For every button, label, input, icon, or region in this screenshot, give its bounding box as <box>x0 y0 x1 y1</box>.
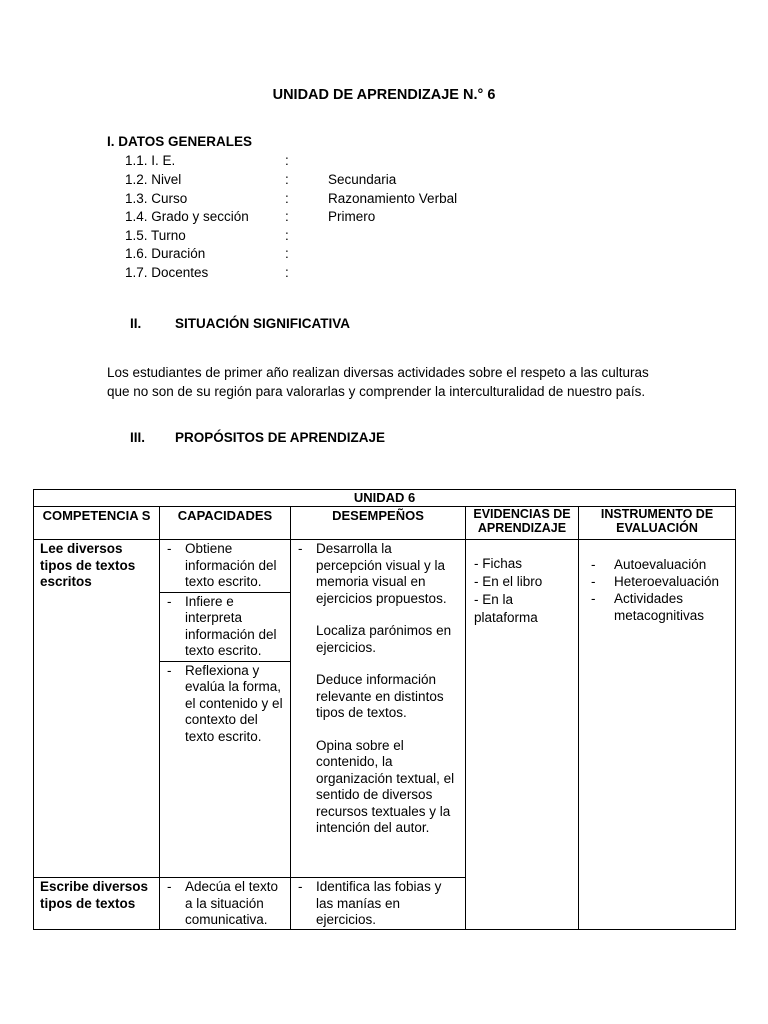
capacidad-item <box>160 662 290 747</box>
datos-label: 1.6. Duración <box>125 246 206 261</box>
datos-colon: : <box>285 228 289 243</box>
datos-colon: : <box>285 246 289 261</box>
unit-header: UNIDAD 6 <box>34 490 736 507</box>
header-desempenos: DESEMPEÑOS <box>291 507 466 540</box>
desempeno-item <box>291 623 461 656</box>
bullet-dash: - <box>591 574 596 589</box>
instrumentos-cell <box>579 540 736 930</box>
desempeno-item <box>291 541 461 607</box>
datos-row <box>0 171 768 189</box>
desempeno-item <box>291 672 461 722</box>
desempeno-text: Opina sobre el contenido, la organización textual, el sentido de diversos recursos textuales y la intención del autor. <box>316 737 455 835</box>
bullet-dash: - <box>167 541 172 556</box>
capacidad-text: Infiere e interpreta información del texto escrito. <box>185 593 277 658</box>
instrumento-item <box>579 556 735 573</box>
desempeno-item <box>291 738 461 837</box>
instrumento-item <box>579 573 735 590</box>
header-competencias: COMPETENCIA S <box>34 507 160 540</box>
header-instrumento: INSTRUMENTO DE EVALUACIÓN <box>579 507 736 540</box>
competencia-lee: Lee diversos tipos de textos escritos <box>34 540 160 878</box>
capacidad-text: Obtiene información del texto escrito. <box>185 541 277 589</box>
header-capacidades: CAPACIDADES <box>160 507 291 540</box>
evidencia-item: - En el libro <box>474 574 543 589</box>
datos-colon: : <box>285 265 289 280</box>
section-number: II. <box>130 316 142 331</box>
bullet-dash: - <box>167 879 172 894</box>
datos-label: 1.1. I. E. <box>125 153 176 168</box>
bullet-dash: - <box>591 591 596 606</box>
bullet-dash: - <box>298 541 303 556</box>
datos-row <box>0 264 768 282</box>
paragraph-line: Los estudiantes de primer año realizan diversas actividades sobre el respeto a las culturas <box>107 365 649 380</box>
datos-label: 1.4. Grado y sección <box>125 209 249 224</box>
desempeno-text: Desarrolla la percepción visual y la memoria visual en ejercicios propuestos. <box>316 541 447 606</box>
datos-label: 1.3. Curso <box>125 191 188 206</box>
datos-row <box>0 152 768 170</box>
datos-colon: : <box>285 191 289 206</box>
datos-row <box>0 227 768 245</box>
bullet-dash: - <box>591 557 596 572</box>
section-datos-generales-heading: I. DATOS GENERALES <box>107 134 253 149</box>
datos-row <box>0 245 768 263</box>
datos-label: 1.7. Docentes <box>125 265 209 280</box>
desempeno-text: Deduce información relevante en distintos tipos de textos. <box>316 672 444 720</box>
bullet-dash: - <box>298 879 303 894</box>
propositos-table <box>33 489 736 930</box>
datos-row <box>0 190 768 208</box>
datos-row <box>0 208 768 226</box>
evidencia-item: - En la plataforma <box>474 592 538 625</box>
bullet-dash: - <box>167 593 172 609</box>
capacidad-item <box>160 540 290 593</box>
datos-value: Razonamiento Verbal <box>328 191 458 206</box>
datos-label: 1.5. Turno <box>125 228 186 243</box>
capacidad-item <box>160 593 290 662</box>
capacidades-cell <box>160 540 291 878</box>
instrumento-text: Autoevaluación <box>614 557 707 572</box>
datos-colon: : <box>285 172 289 187</box>
competencia-escribe: Escribe diversos tipos de textos <box>34 878 160 930</box>
section-number: III. <box>130 430 146 445</box>
instrumento-item <box>579 590 735 624</box>
desempeno-text: Localiza parónimos en ejercicios. <box>316 623 452 655</box>
desempeno-text: Identifica las fobias y las manías en ejercicios. <box>316 879 442 927</box>
document-title: UNIDAD DE APRENDIZAJE N.° 6 <box>272 87 496 103</box>
section-situacion-heading: SITUACIÓN SIGNIFICATIVA <box>175 316 350 331</box>
evidencias-cell <box>466 540 579 930</box>
datos-colon: : <box>285 153 289 168</box>
bullet-dash: - <box>167 662 172 678</box>
datos-value: Secundaria <box>328 172 397 187</box>
instrumento-text: Heteroevaluación <box>614 574 720 589</box>
datos-value: Primero <box>328 209 376 224</box>
capacidad-text: Adecúa el texto a la situación comunicativa. <box>185 879 279 927</box>
desempenos-cell <box>291 540 466 878</box>
datos-label: 1.2. Nivel <box>125 172 182 187</box>
capacidad-text: Reflexiona y evalúa la forma, el contenido y el contexto del texto escrito. <box>185 662 283 744</box>
paragraph-line: que no son de su región para valorarlas y comprender la interculturalidad de nuestro país. <box>107 384 646 399</box>
section-propositos-heading: PROPÓSITOS DE APRENDIZAJE <box>175 430 386 445</box>
datos-colon: : <box>285 209 289 224</box>
situacion-paragraph <box>107 363 667 401</box>
capacidad-escribe-cell <box>160 878 291 930</box>
instrumento-text: Actividades metacognitivas <box>614 591 705 623</box>
desempeno-escribe-cell <box>291 878 466 930</box>
evidencia-item: - Fichas <box>474 556 523 571</box>
header-evidencias: EVIDENCIAS DE APRENDIZAJE <box>466 507 579 540</box>
